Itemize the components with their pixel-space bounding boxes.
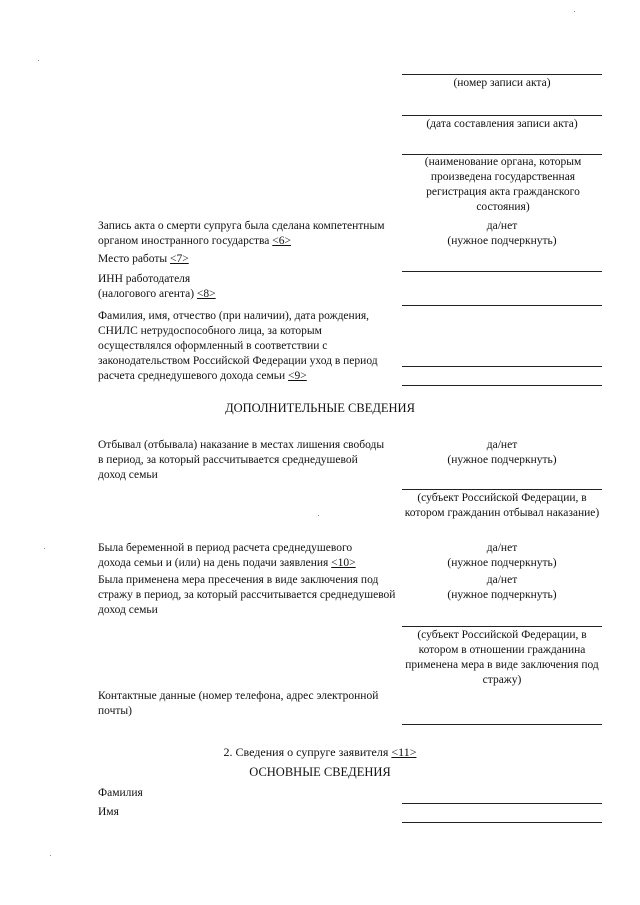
scan-speck [574, 11, 575, 12]
prison-label: Отбывал (отбывала) наказание в местах лишения свободы в период, за который рассчитывается среднедушевой доход семьи [98, 439, 385, 481]
custody-choice[interactable]: да/нет [486, 574, 518, 586]
disabled-care-label [98, 309, 396, 384]
record-number-line[interactable] [402, 74, 602, 75]
additional-info-heading: ДОПОЛНИТЕЛЬНЫЕ СВЕДЕНИЯ [225, 401, 415, 415]
custody-label: Была применена мера пресечения в виде заключения под стражу в период, за который рассчитывается среднедушевой доход семьи [98, 574, 396, 616]
disabled-care-line-1[interactable] [402, 366, 602, 367]
footnote-ref-6[interactable]: <6> [272, 235, 292, 247]
footnote-ref-10[interactable]: <10> [331, 557, 356, 569]
prison-region-line[interactable] [402, 489, 602, 490]
record-number-hint: (номер записи акта) [453, 77, 551, 89]
footnote-ref-8[interactable]: <8> [196, 288, 216, 300]
prison-region-hint: (субъект Российской Федерации, в котором гражданин отбывал наказание) [404, 492, 600, 519]
name-label: Имя [98, 806, 119, 818]
pregnant-label [98, 541, 388, 571]
disabled-care-text: Фамилия, имя, отчество (при наличии), дата рождения, СНИЛС нетрудоспособного лица, за которым осуществлялся оформленный в соответствии с законодательством Российской Федерации уход в период расчета среднедушевого дохода семьи [98, 310, 378, 382]
authority-hint: (наименование органа, которым произведена государственная регистрация акта гражданского состояния) [424, 156, 582, 213]
custody-region-line[interactable] [402, 626, 602, 627]
contacts-label: Контактные данные (номер телефона, адрес электронной почты) [98, 690, 379, 717]
disabled-care-line-2[interactable] [402, 385, 602, 386]
custody-hint: (нужное подчеркнуть) [447, 589, 557, 601]
custody-region-hint: (субъект Российской Федерации, в котором в отношении гражданина применена мера в виде заключения под стражу) [405, 629, 599, 686]
workplace-text: Место работы [98, 253, 168, 265]
pregnant-text: Была беременной в период расчета среднедушевого дохода семьи и (или) на день подачи заявления [98, 542, 353, 569]
main-info-heading: ОСНОВНЫЕ СВЕДЕНИЯ [249, 765, 391, 779]
footnote-ref-11[interactable]: <11> [391, 745, 417, 759]
pregnant-hint: (нужное подчеркнуть) [447, 557, 557, 569]
death-record-choice[interactable]: да/нет [486, 220, 518, 232]
footnote-ref-9[interactable]: <9> [288, 370, 307, 382]
contacts-line[interactable] [402, 724, 602, 725]
employer-inn-text: ИНН работодателя (налогового агента) [98, 273, 195, 300]
employer-inn-label [98, 272, 248, 302]
record-date-hint: (дата составления записи акта) [426, 118, 578, 130]
employer-inn-line[interactable] [402, 305, 602, 306]
footnote-ref-7[interactable]: <7> [170, 253, 189, 265]
workplace-line[interactable] [402, 271, 602, 272]
death-record-label [98, 219, 396, 249]
pregnant-choice[interactable]: да/нет [486, 542, 518, 554]
scan-speck [38, 60, 39, 61]
scan-speck [318, 515, 319, 516]
surname-line[interactable] [402, 803, 602, 804]
prison-choice[interactable]: да/нет [486, 439, 518, 451]
death-record-hint: (нужное подчеркнуть) [447, 235, 557, 247]
surname-label: Фамилия [98, 787, 143, 799]
name-line[interactable] [402, 822, 602, 823]
record-date-line[interactable] [402, 115, 602, 116]
scan-speck [50, 855, 51, 856]
death-record-text: Запись акта о смерти супруга была сделана компетентным органом иностранного государства [98, 220, 385, 247]
scan-speck [44, 548, 45, 549]
section-2-text: 2. Сведения о супруге заявителя [223, 745, 389, 759]
prison-hint: (нужное подчеркнуть) [447, 454, 557, 466]
workplace-label [98, 252, 396, 267]
section-2-title [0, 745, 640, 760]
